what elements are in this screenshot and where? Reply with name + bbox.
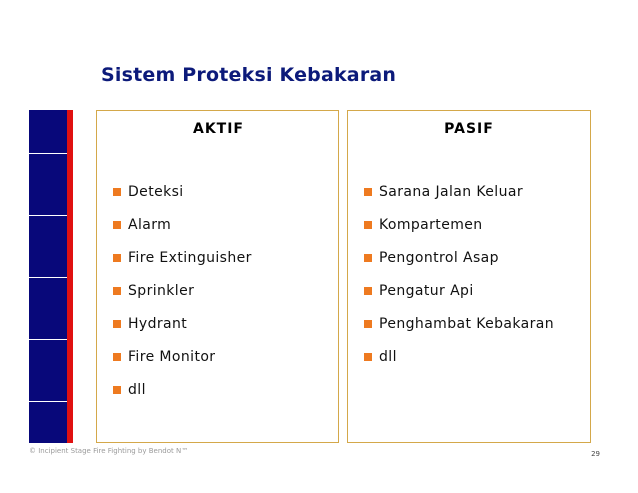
left-decorative-bar xyxy=(29,110,67,443)
page-number: 29 xyxy=(591,450,600,458)
list-item-text: dll xyxy=(128,382,146,398)
list-item-text: Fire Extinguisher xyxy=(128,250,252,266)
list-item-text: Hydrant xyxy=(128,316,188,332)
square-bullet-icon xyxy=(364,254,372,262)
list-item-text: Pengontrol Asap xyxy=(379,250,499,266)
square-bullet-icon xyxy=(364,188,372,196)
list-item xyxy=(364,281,474,301)
bar-divider xyxy=(29,277,67,278)
square-bullet-icon xyxy=(113,287,121,295)
list-item-text: Kompartemen xyxy=(379,217,483,233)
list-item xyxy=(364,182,523,202)
bar-divider xyxy=(29,401,67,402)
square-bullet-icon xyxy=(113,353,121,361)
list-item-text: Alarm xyxy=(128,217,172,233)
panel-heading-text: PASIF xyxy=(444,121,494,137)
panel-aktif xyxy=(96,110,339,443)
red-accent-stripe xyxy=(67,110,73,443)
list-item-text: Penghambat Kebakaran xyxy=(379,316,555,332)
list-item-text: dll xyxy=(379,349,397,365)
panel-pasif xyxy=(347,110,591,443)
list-item-text: Sprinkler xyxy=(128,283,195,299)
list-item xyxy=(364,248,499,268)
square-bullet-icon xyxy=(113,320,121,328)
square-bullet-icon xyxy=(113,386,121,394)
list-item-text: Fire Monitor xyxy=(128,349,216,365)
bar-divider xyxy=(29,215,67,216)
list-item xyxy=(364,215,483,235)
panel-heading-text: AKTIF xyxy=(192,121,244,137)
slide-title: Sistem Proteksi Kebakaran xyxy=(101,64,397,86)
square-bullet-icon xyxy=(364,320,372,328)
square-bullet-icon xyxy=(113,221,121,229)
panel-heading-pasif xyxy=(348,121,590,137)
list-item xyxy=(364,347,397,367)
list-item xyxy=(113,281,194,301)
square-bullet-icon xyxy=(364,287,372,295)
list-item xyxy=(113,380,146,400)
panel-heading-aktif xyxy=(97,121,338,137)
list-item-text: Pengatur Api xyxy=(379,283,474,299)
footer-copyright: © Incipient Stage Fire Fighting by Bendot N™ xyxy=(29,447,189,455)
list-item xyxy=(113,215,171,235)
list-item xyxy=(113,314,187,334)
bar-divider xyxy=(29,153,67,154)
list-item xyxy=(113,347,215,367)
list-item xyxy=(364,314,554,334)
list-item-text: Deteksi xyxy=(128,184,184,200)
list-item xyxy=(113,182,184,202)
square-bullet-icon xyxy=(364,221,372,229)
bar-divider xyxy=(29,339,67,340)
square-bullet-icon xyxy=(113,254,121,262)
square-bullet-icon xyxy=(113,188,121,196)
square-bullet-icon xyxy=(364,353,372,361)
list-item-text: Sarana Jalan Keluar xyxy=(379,184,523,200)
list-item xyxy=(113,248,252,268)
